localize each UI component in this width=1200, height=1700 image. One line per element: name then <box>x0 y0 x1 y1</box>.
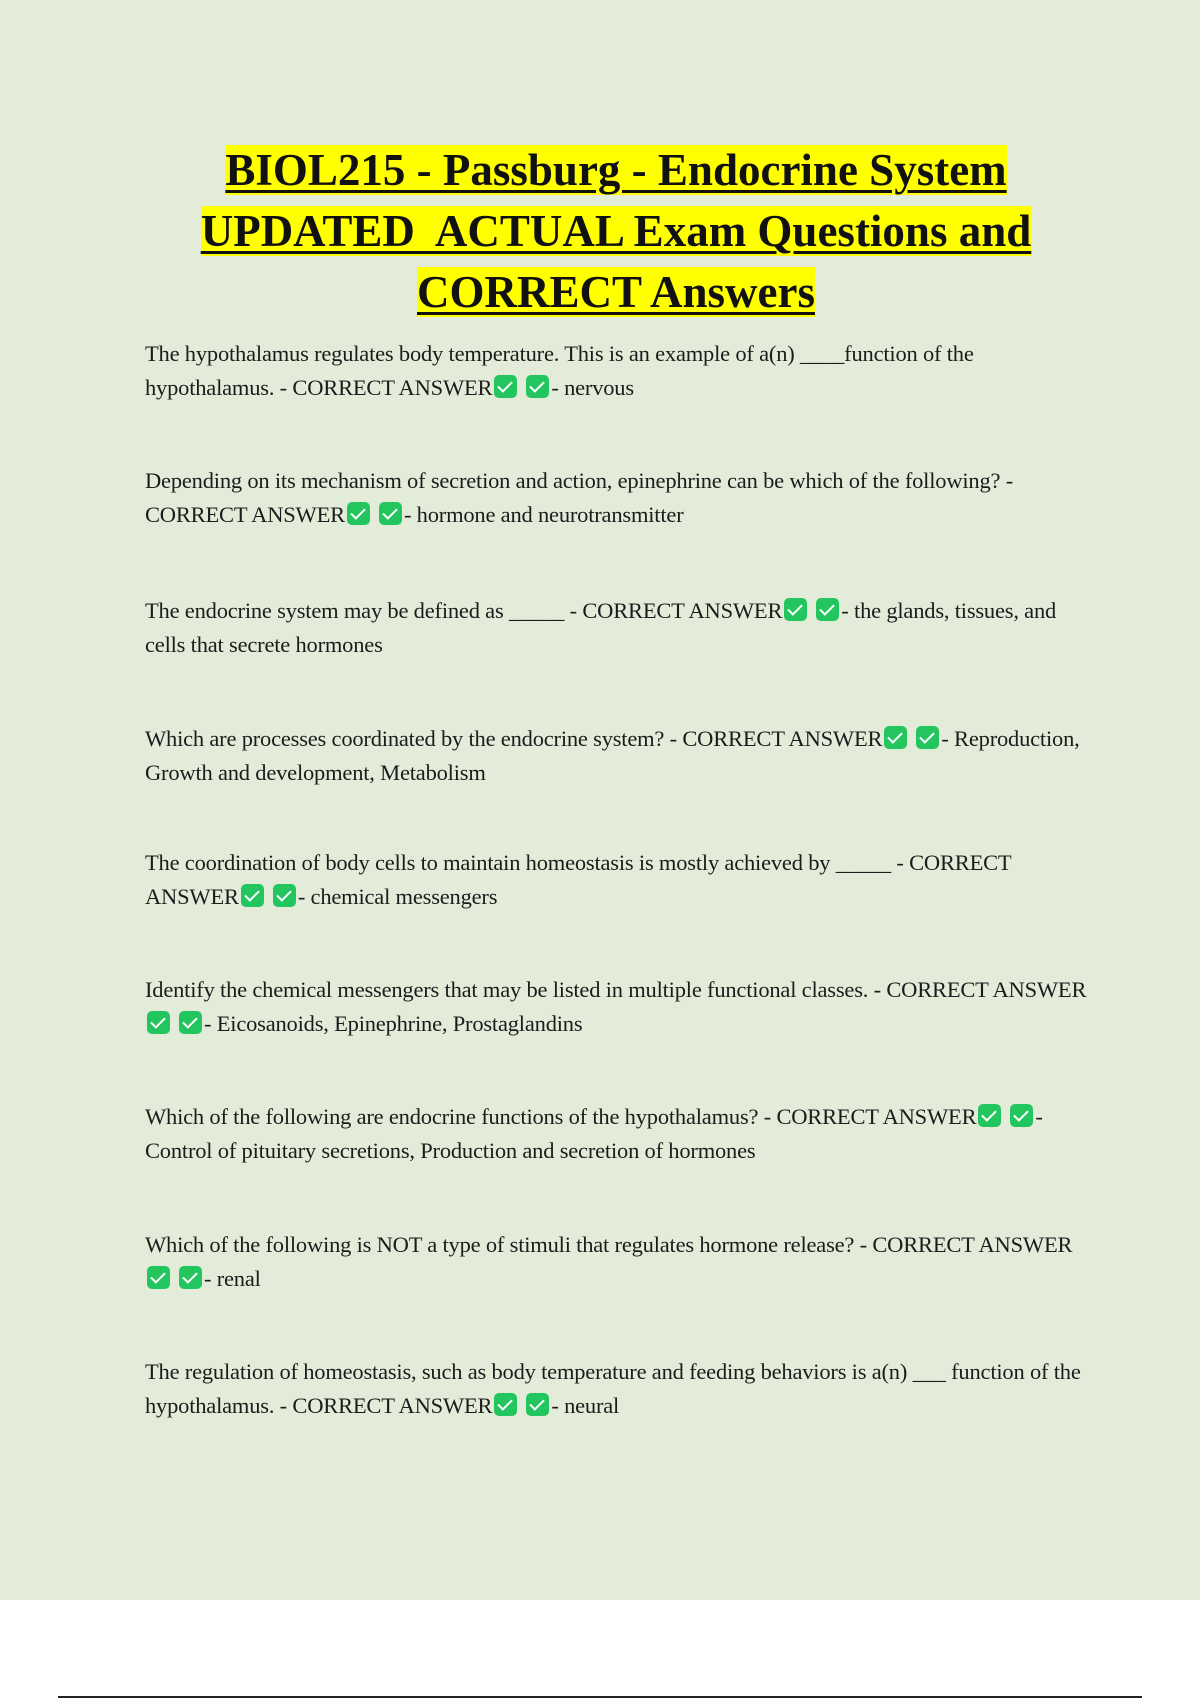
question-text: Which are processes coordinated by the endocrine system? - <box>145 726 683 751</box>
qa-item <box>145 594 1095 662</box>
qa-item <box>145 464 1095 532</box>
check-mark-icon <box>526 375 549 398</box>
check-mark-icon <box>179 1266 202 1289</box>
check-mark-icon <box>273 884 296 907</box>
question-text: Depending on its mechanism of secretion and action, epinephrine can be which of the following? - <box>145 468 1014 493</box>
correct-answer-label: CORRECT ANSWER <box>145 502 345 527</box>
check-mark-icon <box>816 598 839 621</box>
question-text: The regulation of homeostasis, such as body temperature and feeding behaviors is a(n) ___ function of the hypothalamus. - <box>145 1359 1081 1418</box>
qa-item <box>145 973 1095 1041</box>
check-mark-icon <box>784 598 807 621</box>
question-text: Identify the chemical messengers that may be listed in multiple functional classes. - <box>145 977 887 1002</box>
footer-divider <box>58 1696 1142 1698</box>
qa-item <box>145 846 1095 914</box>
correct-answer-label: CORRECT ANSWER <box>872 1232 1073 1257</box>
check-mark-icon <box>379 502 402 525</box>
answer-text: - renal <box>204 1266 261 1291</box>
qa-item <box>145 1355 1095 1423</box>
answer-text: - Reproduction, Growth and development, Metabolism <box>145 726 1080 785</box>
check-mark-icon <box>884 726 907 749</box>
answer-text: - neural <box>551 1393 620 1418</box>
check-mark-icon <box>147 1011 170 1034</box>
qa-item <box>145 1100 1095 1168</box>
qa-item <box>145 1228 1095 1296</box>
check-mark-icon <box>916 726 939 749</box>
title-line-3: CORRECT Answers <box>417 267 815 317</box>
check-mark-icon <box>978 1104 1001 1127</box>
document-title <box>60 140 1172 323</box>
correct-answer-label: CORRECT ANSWER <box>776 1104 977 1129</box>
correct-answer-label: CORRECT ANSWER <box>582 598 783 623</box>
correct-answer-label: CORRECT ANSWER <box>145 850 1012 909</box>
check-mark-icon <box>347 502 370 525</box>
question-text: The coordination of body cells to maintain homeostasis is mostly achieved by _____ - <box>145 850 910 875</box>
check-mark-icon <box>241 884 264 907</box>
correct-answer-label: CORRECT ANSWER <box>292 375 493 400</box>
correct-answer-label: CORRECT ANSWER <box>292 1393 493 1418</box>
check-mark-icon <box>179 1011 202 1034</box>
answer-text: - hormone and neurotransmitter <box>403 502 684 527</box>
check-mark-icon <box>526 1393 549 1416</box>
title-line-2: UPDATED ACTUAL Exam Questions and <box>200 206 1032 256</box>
check-mark-icon <box>1010 1104 1033 1127</box>
question-text: Which of the following are endocrine functions of the hypothalamus? - <box>145 1104 777 1129</box>
qa-item <box>145 722 1095 790</box>
check-mark-icon <box>147 1266 170 1289</box>
question-text: The endocrine system may be defined as _____ - <box>145 598 583 623</box>
qa-item <box>145 337 1095 405</box>
title-line-1: BIOL215 - Passburg - Endocrine System <box>225 145 1007 195</box>
answer-text: - chemical messengers <box>297 884 498 909</box>
check-mark-icon <box>494 1393 517 1416</box>
correct-answer-label: CORRECT ANSWER <box>886 977 1087 1002</box>
correct-answer-label: CORRECT ANSWER <box>682 726 883 751</box>
answer-text: - nervous <box>551 375 634 400</box>
question-text: The hypothalamus regulates body temperature. This is an example of a(n) ____function of the hypothalamus. - <box>145 341 974 400</box>
question-text: Which of the following is NOT a type of stimuli that regulates hormone release? - <box>145 1232 873 1257</box>
answer-text: - Eicosanoids, Epinephrine, Prostaglandins <box>204 1011 583 1036</box>
answer-text: - the glands, tissues, and cells that secrete hormones <box>145 598 1057 657</box>
answer-text: - Control of pituitary secretions, Production and secretion of hormones <box>145 1104 1043 1163</box>
check-mark-icon <box>494 375 517 398</box>
